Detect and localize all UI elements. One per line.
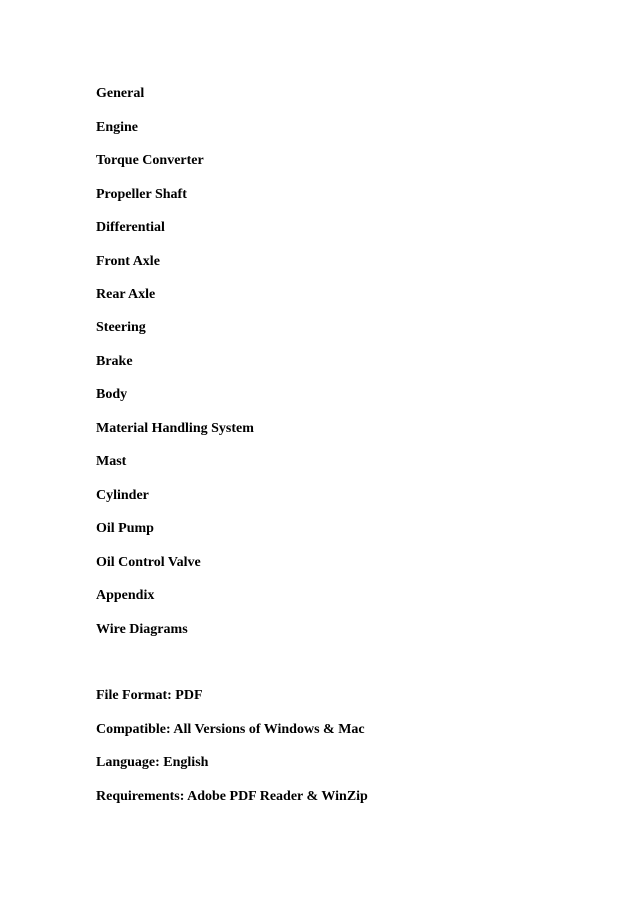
contents-item-brake: Brake: [96, 354, 133, 369]
spec-requirements: Requirements: Adobe PDF Reader & WinZip: [96, 789, 368, 804]
contents-item-oil-control-valve: Oil Control Valve: [96, 555, 201, 570]
contents-item-rear-axle: Rear Axle: [96, 287, 156, 302]
contents-item-cylinder: Cylinder: [96, 488, 149, 503]
contents-item-front-axle: Front Axle: [96, 254, 160, 269]
contents-item-differential: Differential: [96, 220, 165, 235]
spec-compatible: Compatible: All Versions of Windows & Mac: [96, 722, 365, 737]
contents-item-appendix: Appendix: [96, 588, 155, 603]
contents-item-propeller-shaft: Propeller Shaft: [96, 187, 187, 202]
contents-item-oil-pump: Oil Pump: [96, 521, 154, 536]
contents-item-engine: Engine: [96, 120, 139, 135]
contents-item-steering: Steering: [96, 320, 146, 335]
contents-item-torque-converter: Torque Converter: [96, 153, 204, 168]
contents-item-mast: Mast: [96, 454, 127, 469]
spec-file-format: File Format: PDF: [96, 688, 203, 703]
contents-item-body: Body: [96, 387, 128, 402]
spec-language: Language: English: [96, 755, 209, 770]
contents-item-general: General: [96, 86, 145, 101]
contents-item-material-handling-system: Material Handling System: [96, 421, 254, 436]
contents-item-wire-diagrams: Wire Diagrams: [96, 622, 188, 637]
